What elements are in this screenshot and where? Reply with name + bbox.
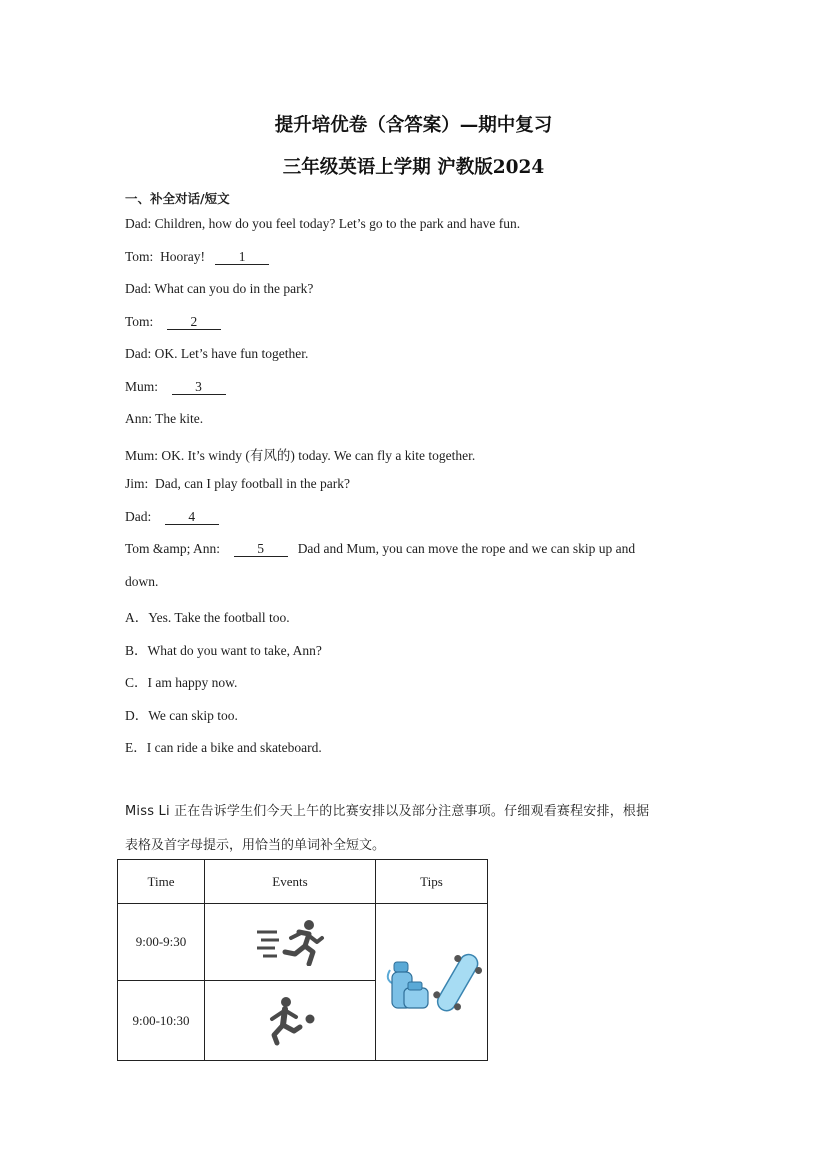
time-cell: 9:00-10:30 [118, 981, 205, 1061]
answer-blank-4[interactable]: 4 [165, 510, 219, 525]
dialogue-text: Children, how do you feel today? Let’s go to the park and have fun. [154, 216, 521, 231]
dialogue-line [125, 346, 308, 362]
dialogue-text: Dad, can I play football in the park? [155, 476, 350, 491]
answer-blank-3[interactable]: 3 [172, 380, 226, 395]
speaker-label: Tom &amp; Ann: [125, 541, 221, 556]
dialogue-text: The kite. [155, 411, 204, 426]
header-events: Events [205, 860, 376, 904]
dialogue-text: OK. Let’s have fun together. [154, 346, 309, 361]
document-title: 提升培优卷（含答案）—期中复习 [274, 115, 553, 136]
dialogue-line [125, 541, 635, 557]
schedule-table [117, 859, 488, 1061]
option-a: A．Yes. Take the football too. [125, 610, 290, 625]
dialogue-line [125, 509, 219, 525]
dialogue-line [125, 281, 313, 297]
header-tips: Tips [376, 860, 488, 904]
speaker-label: Mum: [125, 379, 159, 394]
dialogue-text: Hooray! [160, 249, 206, 264]
time-cell: 9:00-9:30 [118, 904, 205, 981]
header-time: Time [118, 860, 205, 904]
tips-icons-group [382, 948, 482, 1016]
speaker-label: Mum: [125, 448, 159, 463]
speaker-label: Dad: [125, 346, 152, 361]
table-header-row [118, 860, 488, 904]
dialogue-text: OK. It’s windy (有风的) today. We can fly a kite together. [161, 448, 476, 463]
dialogue-line [125, 444, 475, 464]
skateboard-icon [428, 948, 481, 1016]
section2-intro-line1: Miss Li 正在告诉学生们今天上午的比赛安排以及部分注意事项。仔细观看赛程安排，根据 [125, 804, 650, 819]
event-cell [205, 904, 376, 981]
dialogue-line [125, 379, 226, 395]
option-e: E．I can ride a bike and skateboard. [125, 740, 322, 755]
dialogue-line [125, 314, 221, 330]
dialogue-line [125, 216, 520, 232]
dialogue-line [125, 411, 203, 427]
dialogue-continuation: down. [125, 574, 159, 589]
speaker-label: Dad: [125, 281, 152, 296]
section2-intro-line2: 表格及首字母提示，用恰当的单词补全短文。 [125, 838, 386, 853]
dialogue-line [125, 249, 269, 265]
speaker-label: Ann: [125, 411, 152, 426]
water-bottle-icon [387, 962, 427, 1008]
speaker-label: Jim: [125, 476, 149, 491]
speaker-label: Tom: [125, 249, 154, 264]
document-subtitle: 三年级英语上学期 沪教版2024 [282, 157, 545, 178]
option-c: C．I am happy now. [125, 675, 238, 690]
speaker-label: Dad: [125, 216, 152, 231]
dialogue-line [125, 476, 350, 492]
table-row [118, 904, 488, 981]
dialogue-text: What can you do in the park? [154, 281, 314, 296]
kicking-ball-person-icon [262, 995, 318, 1047]
dialogue-text: Dad and Mum, you can move the rope and we can skip up and [297, 541, 636, 556]
answer-blank-5[interactable]: 5 [234, 542, 288, 557]
running-person-icon [255, 918, 325, 966]
option-b: B．What do you want to take, Ann? [125, 643, 322, 658]
event-cell [205, 981, 376, 1061]
answer-blank-2[interactable]: 2 [167, 315, 221, 330]
speaker-label: Tom: [125, 314, 154, 329]
tips-cell [376, 904, 488, 1061]
option-d: D．We can skip too. [125, 708, 238, 723]
section-heading: 一、补全对话/短文 [125, 191, 230, 206]
speaker-label: Dad: [125, 509, 152, 524]
answer-blank-1[interactable]: 1 [215, 250, 269, 265]
